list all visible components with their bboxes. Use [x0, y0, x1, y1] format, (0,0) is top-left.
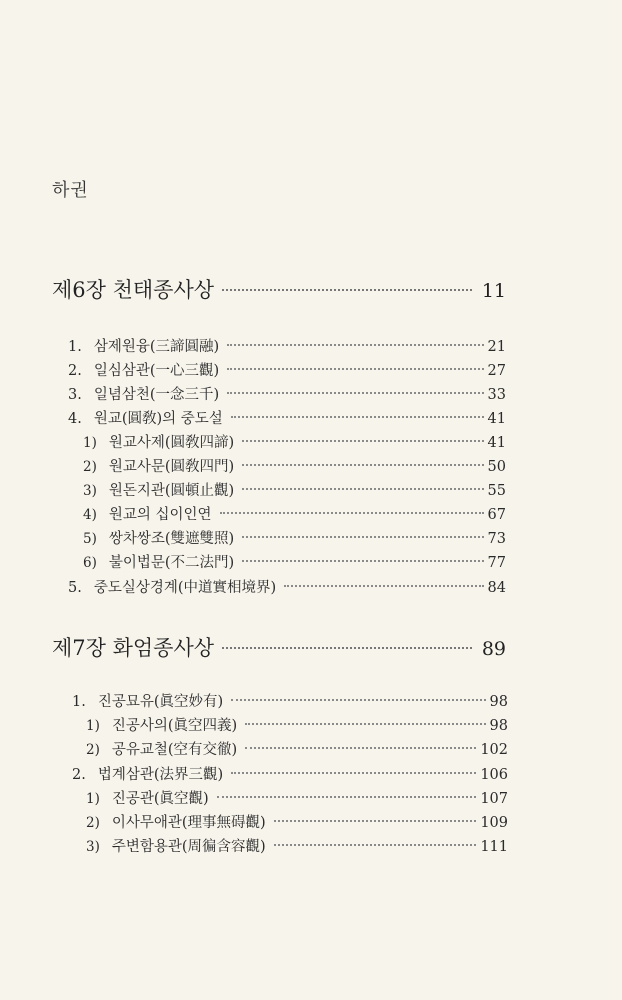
toc-subentry — [86, 835, 508, 859]
entry-page-number: 98 — [489, 694, 508, 710]
entry-title: 삼제원융(三諦圓融) — [93, 339, 220, 355]
leader-dots — [231, 699, 485, 701]
entry-title: 원교사제(圓敎四諦) — [108, 435, 235, 451]
entry-page-number: 107 — [480, 791, 508, 807]
leader-dots — [231, 772, 476, 774]
toc-entry — [68, 576, 506, 600]
entry-title: 중도실상경계(中道實相境界) — [93, 580, 277, 596]
entry-number: 1) — [83, 435, 97, 451]
entry-title: 법계삼관(法界三觀) — [97, 767, 224, 783]
chapter-page-number: 11 — [481, 280, 506, 302]
leader-dots — [242, 536, 483, 538]
toc-entry — [72, 763, 508, 787]
entry-page-number: 98 — [489, 718, 508, 734]
entry-title: 불이법문(不二法門) — [108, 555, 235, 571]
entry-title: 원돈지관(圓頓止觀) — [108, 483, 235, 499]
entry-title: 이사무애관(理事無碍觀) — [111, 815, 266, 831]
entry-title: 공유교철(空有交徹) — [111, 742, 238, 758]
leader-dots — [222, 647, 472, 649]
entry-number: 5) — [83, 531, 97, 547]
entry-number: 3) — [86, 839, 100, 855]
chapter-title: 제6장 천태종사상 — [52, 278, 215, 302]
entry-number: 1) — [86, 718, 100, 734]
entry-number: 2) — [86, 815, 100, 831]
entry-title: 원교사문(圓敎四門) — [108, 459, 235, 475]
leader-dots — [242, 488, 483, 490]
entry-number: 1) — [86, 791, 100, 807]
leader-dots — [231, 416, 484, 418]
entry-number: 2) — [86, 742, 100, 758]
entry-title: 주변함용관(周徧含容觀) — [111, 839, 266, 855]
entry-number: 6) — [83, 555, 97, 571]
entry-page-number: 50 — [487, 459, 506, 475]
leader-dots — [227, 368, 483, 370]
leader-dots — [245, 723, 485, 725]
leader-dots — [217, 796, 477, 798]
entry-page-number: 21 — [487, 339, 506, 355]
leader-dots — [242, 560, 483, 562]
leader-dots — [222, 289, 472, 291]
leader-dots — [220, 512, 484, 514]
toc-subentry — [83, 431, 506, 455]
entry-page-number: 84 — [487, 580, 506, 596]
leader-dots — [242, 464, 483, 466]
entry-number: 1. — [72, 694, 86, 710]
entry-page-number: 41 — [487, 435, 506, 451]
entry-page-number: 33 — [487, 387, 506, 403]
chapter-title: 제7장 화엄종사상 — [52, 636, 215, 660]
leader-dots — [284, 585, 483, 587]
toc-entry — [72, 690, 508, 714]
entry-page-number: 73 — [487, 531, 506, 547]
part-label: 하권 — [52, 180, 89, 201]
toc-subentry — [83, 503, 506, 527]
leader-dots — [274, 820, 477, 822]
leader-dots — [245, 747, 476, 749]
entry-number: 2. — [72, 767, 86, 783]
entry-number: 2. — [68, 363, 82, 379]
leader-dots — [227, 392, 483, 394]
leader-dots — [227, 344, 483, 346]
toc-entry — [68, 335, 506, 359]
toc-entry — [68, 383, 506, 407]
entry-page-number: 67 — [487, 507, 506, 523]
entry-title: 일념삼천(一念三千) — [93, 387, 220, 403]
toc-subentry — [86, 738, 508, 762]
entry-title: 진공사의(眞空四義) — [111, 718, 238, 734]
entry-title: 진공묘유(眞空妙有) — [97, 694, 224, 710]
toc-subentry — [83, 455, 506, 479]
toc-entry — [68, 407, 506, 431]
entry-number: 1. — [68, 339, 82, 355]
entry-number: 3. — [68, 387, 82, 403]
entry-number: 3) — [83, 483, 97, 499]
toc-subentry — [86, 811, 508, 835]
entry-number: 2) — [83, 459, 97, 475]
entry-title: 진공관(眞空觀) — [111, 791, 209, 807]
entry-title: 원교의 십이인연 — [108, 507, 212, 523]
toc-subentry — [83, 527, 506, 551]
toc-subentry — [83, 479, 506, 503]
entry-page-number: 102 — [480, 742, 508, 758]
chapter-page-number: 89 — [481, 638, 506, 660]
entry-page-number: 55 — [487, 483, 506, 499]
entry-title: 원교(圓敎)의 중도설 — [93, 411, 223, 427]
entry-page-number: 111 — [480, 839, 508, 855]
entry-page-number: 109 — [480, 815, 508, 831]
leader-dots — [274, 844, 477, 846]
chapter-heading — [52, 274, 506, 304]
toc-subentry — [86, 714, 508, 738]
toc-subentry — [83, 551, 506, 575]
chapter-heading — [52, 632, 506, 662]
entry-page-number: 27 — [487, 363, 506, 379]
entry-page-number: 41 — [487, 411, 506, 427]
toc-subentry — [86, 787, 508, 811]
entry-title: 쌍차쌍조(雙遮雙照) — [108, 531, 235, 547]
toc-entry — [68, 359, 506, 383]
entry-title: 일심삼관(一心三觀) — [93, 363, 220, 379]
entry-number: 5. — [68, 580, 82, 596]
entry-number: 4. — [68, 411, 82, 427]
entry-page-number: 106 — [480, 767, 508, 783]
leader-dots — [242, 440, 483, 442]
entry-number: 4) — [83, 507, 97, 523]
entry-page-number: 77 — [487, 555, 506, 571]
